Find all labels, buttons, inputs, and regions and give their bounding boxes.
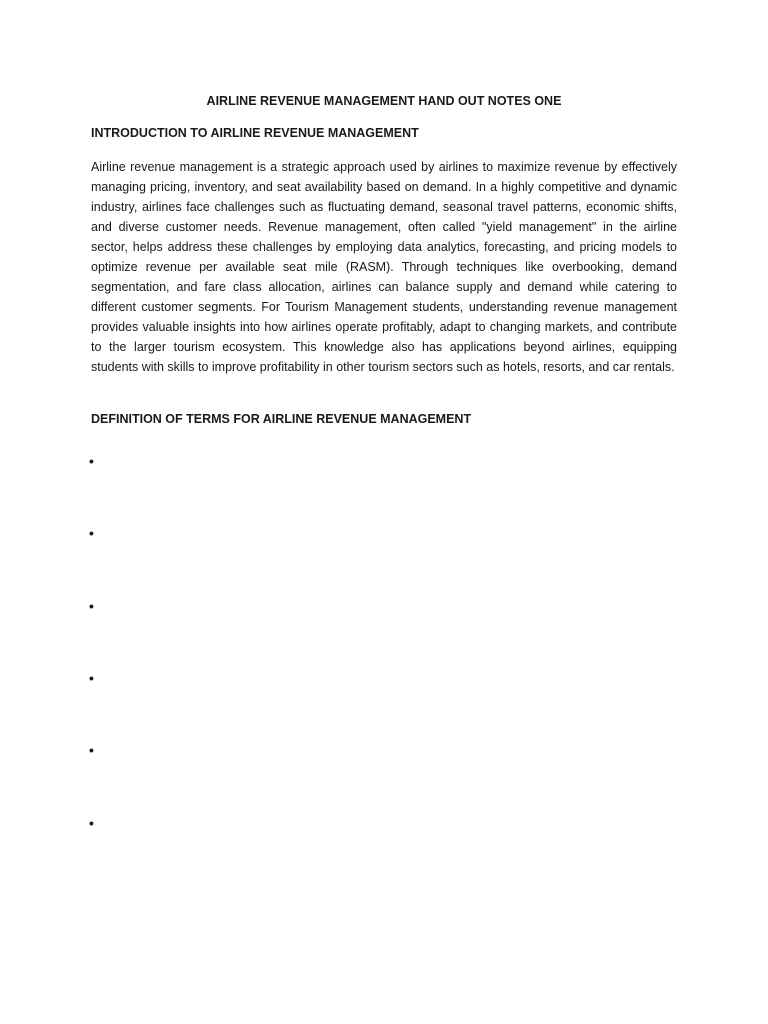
intro-paragraph: Airline revenue management is a strategic approach used by airlines to maximize revenue by effectively managing pricing, inventory, and seat availability based on demand. In a highly competitive and dynamic industry, airlines face challenges such as fluctuating demand, seasonal travel patterns, economic shifts, and diverse customer needs. Revenue management, often called "yield management" in the airline sector, helps address these challenges by employing data analytics, forecasting, and pricing models to optimize revenue per available seat mile (RASM). Through techniques like overbooking, demand segmentation, and fare class allocation, airlines can balance supply and demand while catering to different customer segments. For Tourism Management students, understanding revenue management provides valuable insights into how airlines operate profitably, adapt to changing markets, and contribute to the larger tourism ecosystem. This knowledge also has applications beyond airlines, equipping students with skills to improve profitability in other tourism sectors such as hotels, resorts, and car rentals. (91, 160, 677, 374)
empty-bullet-item: • (89, 670, 94, 686)
empty-bullet-item: • (89, 742, 94, 758)
empty-bullet-item: • (89, 453, 94, 469)
empty-bullet-item: • (89, 815, 94, 831)
empty-bullet-item: • (89, 525, 94, 541)
empty-bullet-item: • (89, 598, 94, 614)
document-title: AIRLINE REVENUE MANAGEMENT HAND OUT NOTES ONE (206, 94, 562, 108)
intro-section-heading: INTRODUCTION TO AIRLINE REVENUE MANAGEMENT (91, 126, 419, 140)
terms-section-heading: DEFINITION OF TERMS FOR AIRLINE REVENUE MANAGEMENT (91, 412, 472, 426)
